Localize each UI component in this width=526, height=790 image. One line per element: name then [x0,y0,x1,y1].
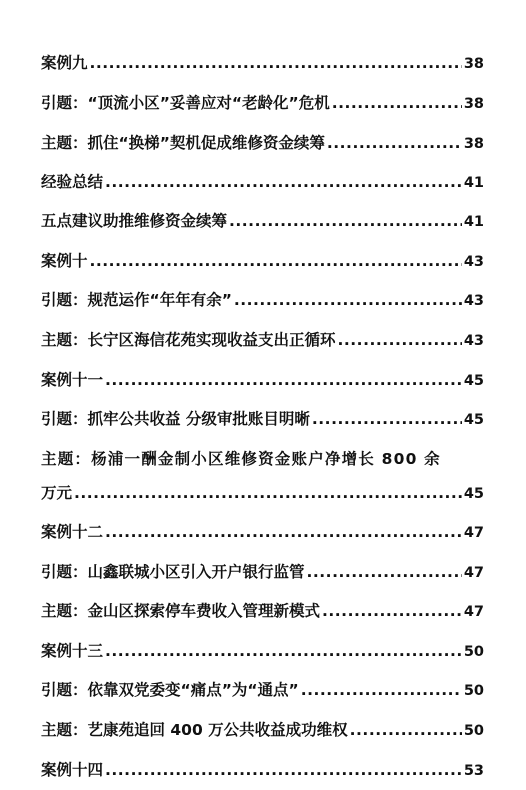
toc-entry-title: 引题：规范运作“年年有余” [41,291,232,309]
toc-entry-title: 案例九 [41,54,88,72]
toc-entry-page: 50 [463,644,484,660]
toc-entry [41,130,484,156]
toc-leader-dots [234,287,462,313]
toc-entry-title: 案例十一 [41,371,104,389]
toc-leader-dots [327,130,462,156]
toc-entry-title: 案例十 [41,252,88,270]
toc-entry-title: 案例十二 [41,523,104,541]
toc-leader-dots [74,480,462,506]
toc-entry [41,406,484,432]
toc-leader-dots [105,519,462,545]
toc-entry-page: 47 [463,604,484,620]
toc-entry [41,248,484,274]
toc-leader-dots [307,559,462,585]
toc-leader-dots [105,367,462,393]
toc-entry-page: 47 [463,525,484,541]
toc-entry [41,208,484,234]
toc-leader-dots [322,598,462,624]
toc-leader-dots [105,757,462,783]
toc-leader-dots [90,248,462,274]
toc-entry-title: 引题：依靠双党委变“痛点”为“通点” [41,681,299,699]
toc-entry [41,677,484,703]
toc-entry-title: 案例十三 [41,642,104,660]
toc-entry-page: 50 [463,683,484,699]
toc-leader-dots [338,327,462,353]
toc-entry-title: 主题：艺康苑追回 400 万公共收益成功维权 [41,721,348,739]
toc-entry-continuation [41,480,484,506]
toc-entry-title: 经验总结 [41,173,104,191]
toc-entry-page: 43 [463,293,484,309]
toc-entry [41,598,484,624]
toc-leader-dots [90,50,462,76]
toc-entry-title: 引题：“顶流小区”妥善应对“老龄化”危机 [41,94,330,112]
toc-entry-page: 38 [463,136,484,152]
toc-entry [41,757,484,783]
toc-entry-page: 41 [463,214,484,230]
toc-entry-title: 主题：金山区探索停车费收入管理新模式 [41,602,321,620]
toc-entry-title: 引题：抓牢公共收益 分级审批账目明晰 [41,410,310,428]
toc-leader-dots [332,90,462,116]
toc-entry [41,287,484,313]
toc-entry-title: 主题：杨浦一酬金制小区维修资金账户净增长 800 余 [41,450,441,468]
toc-leader-dots [105,169,462,195]
toc-entry [41,90,484,116]
toc-entry-page: 41 [463,175,484,191]
toc-leader-dots [229,208,462,234]
toc-entry-title: 五点建议助推维修资金续筹 [41,212,228,230]
toc-entry-title: 主题：长宁区海信花苑实现收益支出正循环 [41,331,336,349]
toc-entry [41,367,484,393]
toc-entry [41,559,484,585]
toc-entry [41,327,484,353]
toc-entry-title: 案例十四 [41,761,104,779]
toc-entry [41,169,484,195]
toc-entry [41,519,484,545]
toc-entry-title: 主题：抓住“换梯”契机促成维修资金续筹 [41,134,325,152]
toc-entry-page: 43 [463,254,484,270]
toc-entry-title-continued: 万元 [41,484,73,502]
toc-entry [41,638,484,664]
toc-leader-dots [350,717,462,743]
toc-leader-dots [312,406,462,432]
toc-entry-title: 引题：山鑫联城小区引入开户银行监管 [41,563,305,581]
toc-entry-page: 47 [463,565,484,581]
toc-entry-page: 45 [463,412,484,428]
toc-entry-page: 45 [463,486,484,502]
toc-entry-page: 50 [463,723,484,739]
toc-entry-page: 38 [463,96,484,112]
toc-entry-page: 53 [463,763,484,779]
toc-leader-dots [301,677,462,703]
toc-entry-page: 38 [463,56,484,72]
toc-entry [41,717,484,743]
toc-entry [41,50,484,76]
toc-entry-page: 43 [463,333,484,349]
toc-entry [41,446,484,472]
toc-leader-dots [105,638,462,664]
toc-entry-page: 45 [463,373,484,389]
